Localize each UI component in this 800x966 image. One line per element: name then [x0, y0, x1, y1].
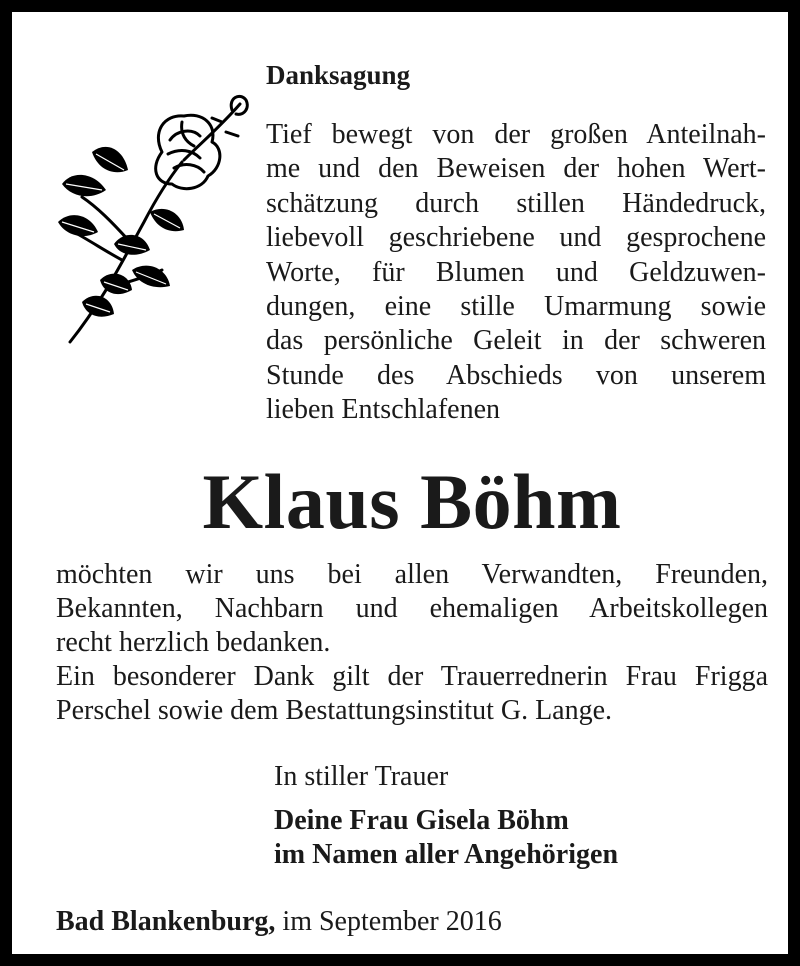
place-date-line — [56, 905, 502, 939]
thanks-line: Perschel sowie dem Bestattungsinstitut G. Lange. — [56, 695, 613, 726]
thanks-line: Bekannten, Nachbarn und ehemaligen Arbeitskollegen — [56, 593, 768, 624]
closing-phrase: In stiller Trauer — [274, 761, 449, 792]
intro-line: das persönliche Geleit in der schweren — [266, 325, 766, 357]
thanks-paragraph — [56, 558, 768, 728]
signers-block — [274, 804, 618, 872]
intro-line: Stunde des Abschieds von unserem — [266, 359, 766, 391]
thanks-line: Ein besonderer Dank gilt der Trauerrednerin Frau Frigga — [56, 661, 768, 692]
intro-paragraph — [266, 118, 766, 428]
intro-line: lieben Entschlafenen — [266, 394, 501, 426]
signer-line: Deine Frau Gisela Böhm — [274, 805, 569, 836]
intro-line: liebevoll geschriebene und gesprochene — [266, 222, 766, 254]
thanks-line: recht herzlich bedanken. — [56, 627, 331, 658]
intro-line: Tief bewegt von der großen Anteilnah- — [266, 119, 766, 150]
rose-icon — [52, 92, 262, 352]
intro-line: dungen, eine stille Umarmung sowie — [266, 291, 766, 323]
place-name: Bad Blankenburg, — [56, 906, 276, 937]
thanks-line: möchten wir uns bei allen Verwandten, Freunden, — [56, 559, 768, 590]
deceased-name: Klaus Böhm — [202, 458, 622, 545]
intro-line: me und den Beweisen der hohen Wert- — [266, 153, 766, 185]
notice-heading: Danksagung — [266, 60, 411, 90]
intro-line: schätzung durch stillen Händedruck, — [266, 187, 766, 219]
signer-line: im Namen aller Angehörigen — [274, 839, 619, 870]
intro-line: Worte, für Blumen und Geldzuwen- — [266, 256, 766, 288]
date-text: im September 2016 — [275, 906, 502, 937]
